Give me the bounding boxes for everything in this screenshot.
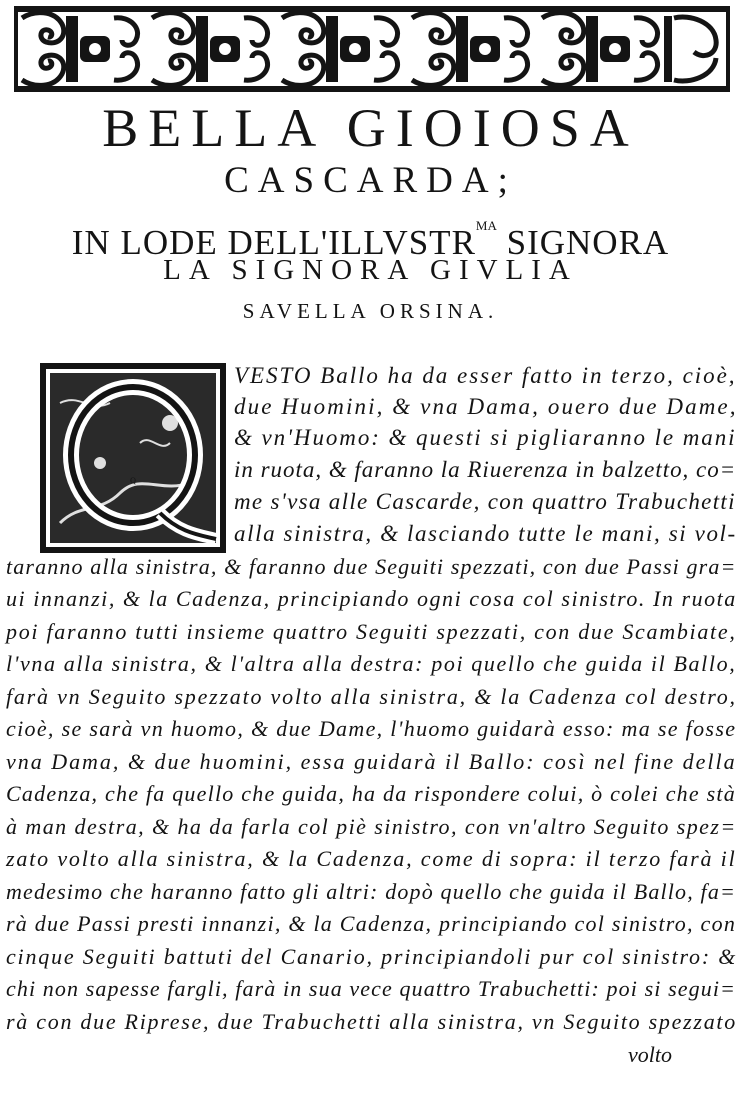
- text-line: vna Dama, & due huomini, essa guidarà il Ballo: così nel fine della: [6, 749, 737, 774]
- title-line-4: LA SIGNORA GIVLIA: [163, 254, 578, 286]
- text-line: farà vn Seguito spezzato volto alla sinistra, & la Cadenza col destro,: [6, 684, 737, 709]
- text-line: due Huomini, & vna Dama, ouero due Dame,: [234, 394, 738, 419]
- text-line: à man destra, & ha da farla col piè sinistro, con vn'altro Seguito spez=: [6, 814, 737, 839]
- text-line: taranno alla sinistra, & faranno due Seguiti spezzati, con due Passi gra=: [6, 554, 737, 579]
- title-line-5: SAVELLA ORSINA.: [242, 299, 499, 323]
- text-line: l'vna alla sinistra, & l'altra alla destra: poi quello che guida il Ballo,: [6, 651, 737, 676]
- catchword: volto: [628, 1042, 672, 1067]
- text-line: zato volto alla sinistra, & la Cadenza, come di sopra: il terzo farà il: [6, 846, 737, 871]
- text-line: Cadenza, che fa quello che guida, ha da rispondere colui, ò colei che stà: [6, 781, 736, 806]
- text-line: cinque Seguiti battuti del Canario, principiandoli pur col sinistro: &: [6, 944, 738, 969]
- text-line: VESTO Ballo ha da esser fatto in terzo, cioè,: [234, 363, 737, 388]
- title-line-3-main: IN LODE DELL'ILLVSTR: [71, 223, 476, 262]
- text-line: ui innanzi, & la Cadenza, principiando ogni cosa col sinistro. In ruota: [6, 586, 737, 611]
- text-line: poi faranno tutti insieme quattro Seguiti spezzati, con due Scambiate,: [6, 619, 737, 644]
- dropcap-letter: Q: [130, 476, 136, 485]
- text-line: chi non sapesse fargli, farà in sua vece quattro Trabuchetti: poi si segui=: [6, 976, 737, 1001]
- text-line: & vn'Huomo: & questi si pigliaranno le mani: [234, 425, 737, 450]
- text-line: cioè, se sarà vn huomo, & due Dame, l'huomo guidarà esso: ma se fosse: [6, 716, 737, 741]
- text-line: medesimo che haranno fatto gli altri: dopò quello che guida il Ballo, fa=: [6, 879, 736, 904]
- text-line: me s'vsa alle Cascarde, con quattro Trabuchetti: [234, 489, 736, 514]
- text-line: rà con due Riprese, due Trabuchetti alla sinistra, vn Seguito spezzato: [6, 1009, 737, 1034]
- text-line: rà due Passi presti innanzi, & la Cadenza, principiando col sinistro, con: [6, 911, 737, 936]
- title-line-2: CASCARDA;: [224, 160, 517, 201]
- text-line: alla sinistra, & lasciando tutte le mani, si vol-: [234, 521, 737, 546]
- title-line-3-superscript: MA: [475, 218, 497, 233]
- text-line: in ruota, & faranno la Riuerenza in balzetto, co=: [234, 457, 737, 482]
- title-line-1: BELLA GIOIOSA: [102, 98, 639, 158]
- title-line-3-end: SIGNORA: [496, 223, 670, 262]
